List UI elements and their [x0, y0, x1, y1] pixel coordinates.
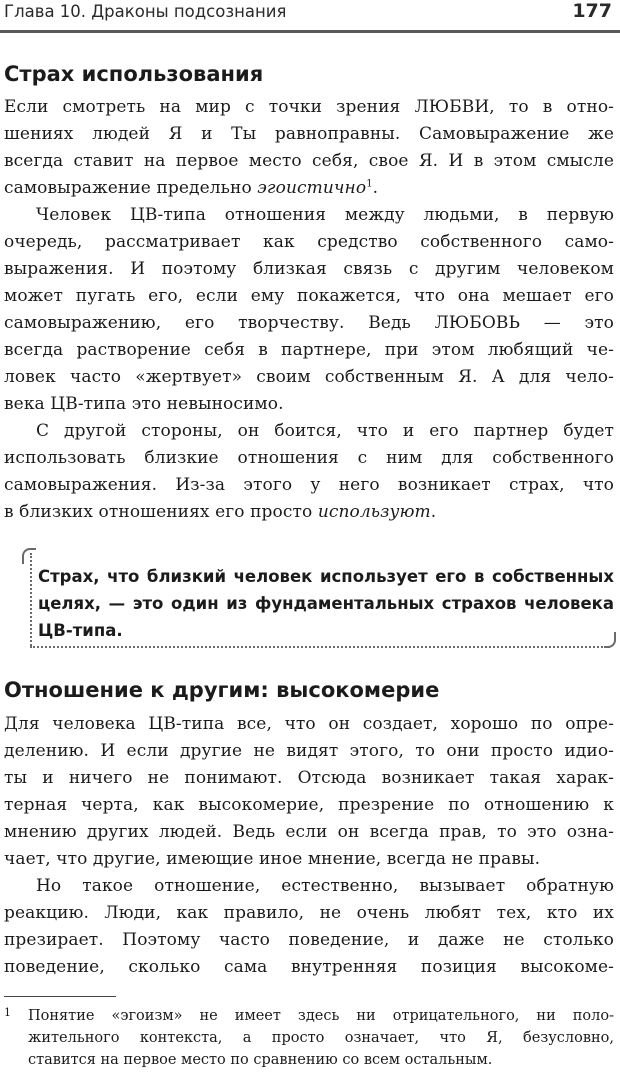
text-line: ловек часто «жертвует» своим собственным Я. А для чело-: [4, 367, 614, 387]
running-head: [0, 0, 620, 28]
text-line: выражения. И поэтому близкая связь с другим человеком: [4, 259, 614, 279]
text-line: Для человека ЦВ-типа все, что он создает, хорошо по опре-: [4, 714, 614, 734]
emphasis-word: используют: [317, 502, 431, 522]
callout-text: [38, 563, 614, 644]
section-heading-fear-of-use: Страх использования: [4, 62, 264, 86]
text-line: Человек ЦВ-типа отношения между людьми, в первую: [36, 205, 614, 225]
text-line: терная черта, как высокомерие, презрение по отношению к: [4, 795, 614, 815]
page-number: 177: [572, 0, 612, 22]
paragraph-1: [4, 94, 614, 202]
footnote-rule: [4, 996, 116, 997]
footnote-line: ставится на первое место по сравнению со всем остальным.: [28, 1052, 493, 1068]
text-line: очередь, рассматривает как средство собственного само-: [4, 232, 614, 252]
text-line: С другой стороны, он боится, что и его партнер будет: [36, 421, 614, 441]
running-head-title: Глава 10. Драконы подсознания: [4, 2, 287, 21]
callout-line: целях, — это один из фундаментальных страхов человека: [38, 594, 614, 613]
paragraph-5: [4, 873, 614, 981]
text-line: шениях людей Я и Ты равноправны. Самовыражение же: [4, 124, 614, 144]
footnote-line: 1 Понятие «эгоизм» не имеет здесь ни отрицательного, ни поло-: [4, 1006, 614, 1024]
text-line: поведение, сколько сама внутренняя позиция высокоме-: [4, 957, 614, 977]
footnote-reference: 1: [366, 178, 373, 190]
text-line: Если смотреть на мир с точки зрения ЛЮБВИ, то в отно-: [4, 97, 614, 117]
text-line: Но такое отношение, естественно, вызывает обратную: [36, 876, 614, 896]
text-line: всегда растворение себя в партнере, при этом любящий че-: [4, 340, 614, 360]
text-line: ты и ничего не понимают. Отсюда возникает такая харак-: [4, 768, 614, 788]
text-line: может пугать его, если ему покажется, что она мешает его: [4, 286, 614, 306]
callout-line: Страх, что близкий человек использует его в собственных: [38, 567, 614, 586]
callout-bottom-border: [30, 646, 610, 648]
text-line: чает, что другие, имеющие иное мнение, всегда не правы.: [4, 849, 541, 869]
footnote-line: жительного контекста, а просто означает, что Я, безусловно,: [28, 1030, 614, 1046]
footnote-mark: 1: [4, 1006, 11, 1019]
paragraph-2: [4, 202, 614, 418]
section-heading-arrogance: Отношение к другим: высокомерие: [4, 678, 440, 702]
paragraph-3: [4, 418, 614, 526]
footnote: [4, 1005, 614, 1071]
text-line: всегда ставит на первое место себя, свое Я. И в этом смысле: [4, 151, 614, 171]
text-line: презирает. Поэтому часто поведение, и даже не столько: [4, 930, 614, 950]
text-line: использовать близкие отношения с ним для собственного: [4, 448, 614, 468]
header-rule: [0, 30, 620, 33]
text-line: делению. И если другие не видят этого, то они просто идио-: [4, 741, 614, 761]
emphasis-word: эгоистично: [257, 178, 367, 198]
text-line: реакцию. Люди, как правило, не очень любят тех, кто их: [4, 903, 614, 923]
paragraph-4: [4, 711, 614, 873]
callout-line: ЦВ-типа.: [38, 621, 123, 640]
text-line: самовыражение предельно эгоистично$^1$.: [4, 178, 379, 198]
text-line: мнению других людей. Ведь если он всегда прав, то это озна-: [4, 822, 614, 842]
text-line: века ЦВ-типа это невыносимо.: [4, 394, 284, 414]
text-line: самовыражения. Из-за этого у него возникает страх, что: [4, 475, 614, 495]
text-line: самовыражению, его творчеству. Ведь ЛЮБОВЬ — это: [4, 313, 614, 333]
text-line: в близких отношениях его просто используют.: [4, 502, 437, 522]
